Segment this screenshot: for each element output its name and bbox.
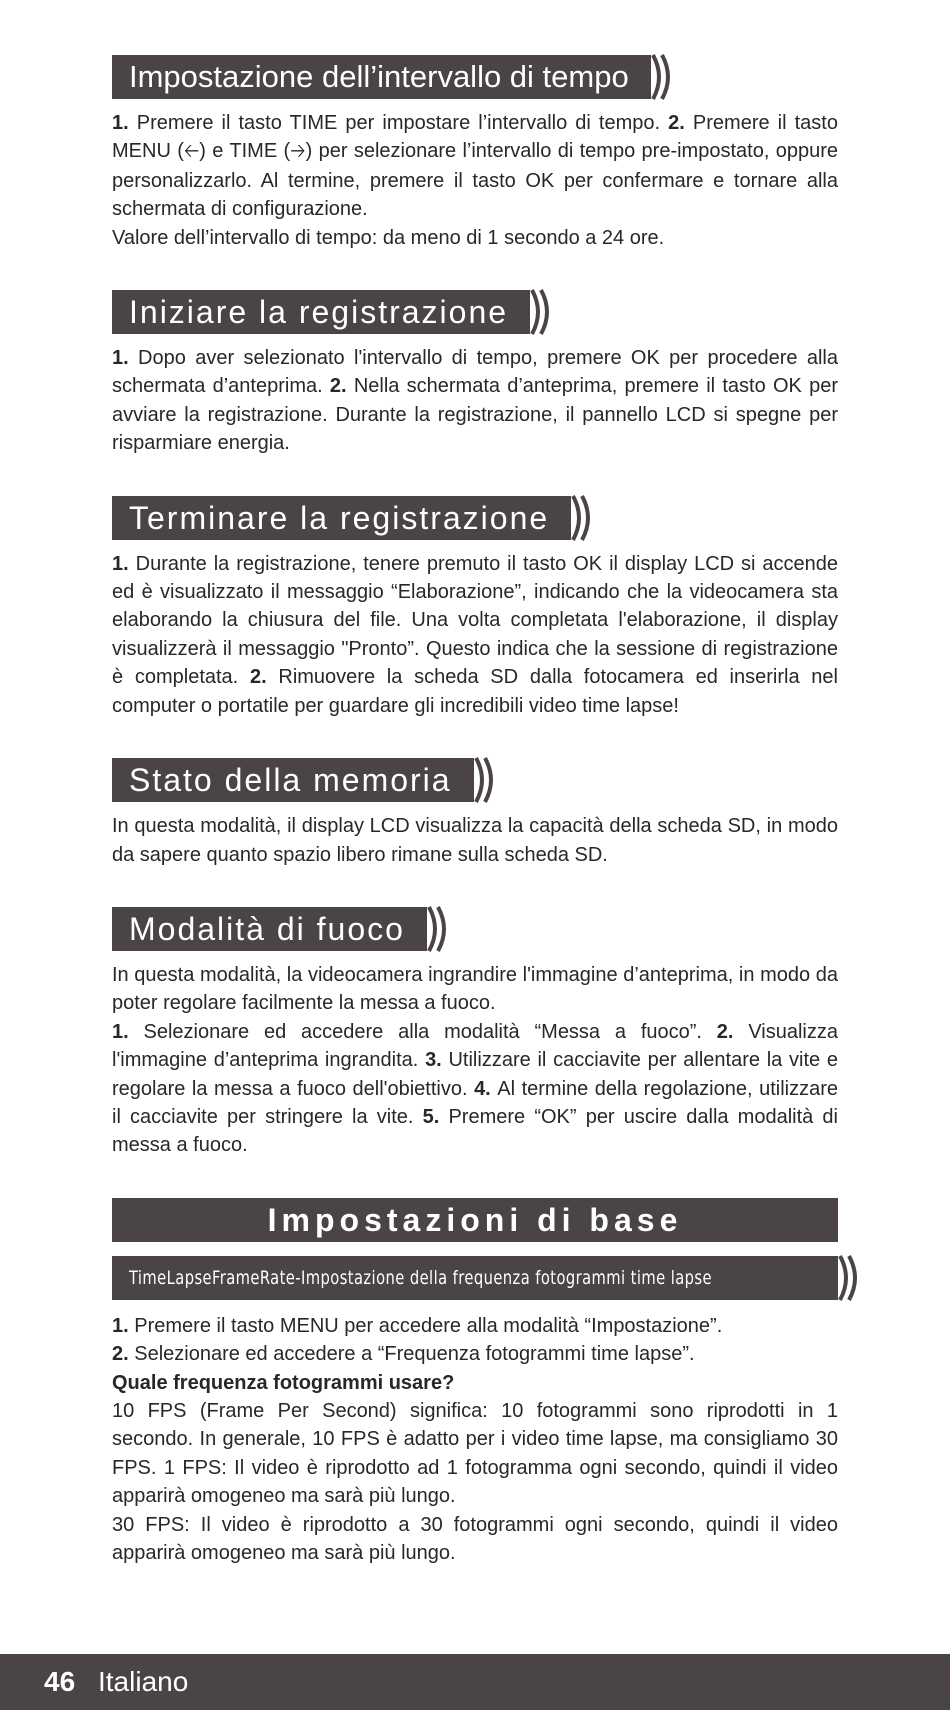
section-heading <box>112 758 474 802</box>
text-run: Selezionare ed accedere a “Frequenza fotogrammi time lapse”. <box>134 1343 695 1366</box>
section-body <box>112 344 838 458</box>
text-run: Selezionare ed accedere alla modalità “Messa a fuoco”. <box>143 1020 717 1043</box>
section-title: Terminare la registrazione <box>112 496 571 540</box>
basic-settings-banner: Impostazioni di base <box>112 1198 838 1242</box>
section-heading <box>112 55 651 99</box>
bold-text: 4. <box>474 1077 498 1100</box>
language-label: Italiano <box>98 1666 189 1697</box>
bracket-ornament-icon <box>569 494 595 542</box>
text-run: Dopo aver selezionato l'intervallo di tempo, premere OK per procedere alla schermata d’anteprima. <box>112 347 838 398</box>
section-memory-status <box>112 758 838 869</box>
section-heading <box>112 496 571 540</box>
page-footer <box>0 1654 950 1710</box>
bold-text: 1. <box>112 347 139 370</box>
text-run: Premere “OK” per uscire dalla modalità di messa a fuoco. <box>112 1105 838 1157</box>
section-body <box>112 812 838 869</box>
section-time-interval <box>112 55 838 252</box>
bracket-ornament-icon <box>836 1254 862 1302</box>
bold-text: 2. <box>112 1343 135 1366</box>
section-title: Impostazione dell’intervallo di tempo <box>112 55 651 99</box>
text-run: In questa modalità, il display LCD visualizza la capacità della scheda SD, in modo da sapere quanto spazio libero rimane sulla scheda SD. <box>112 815 838 866</box>
section-heading <box>112 290 530 334</box>
text-run: Valore dell’intervallo di tempo: da meno di 1 secondo a 24 ore. <box>112 226 665 249</box>
subsection-heading <box>112 1256 838 1300</box>
section-end-recording <box>112 496 838 720</box>
section-body <box>112 1312 838 1568</box>
text-run: 30 FPS: Il video è riprodotto a 30 fotogrammi ogni secondo, quindi il video apparirà omogeneo ma sarà più lungo. <box>112 1513 838 1564</box>
text-run: ) per selezionare l’intervallo di tempo pre-impostato, oppure personalizzarlo. Al termine, premere il tasto OK per confermare e tornare alla schermata di configurazione. <box>112 140 838 221</box>
bold-text: 1. <box>112 552 136 575</box>
section-title: Iniziare la registrazione <box>112 290 530 334</box>
bracket-ornament-icon <box>472 756 498 804</box>
bracket-ornament-icon <box>528 288 554 336</box>
page-number: 46 <box>44 1666 76 1697</box>
text-run: Premere il tasto MENU ( <box>112 112 838 163</box>
bold-text: 1. <box>112 1314 135 1337</box>
text-run: Al termine della regolazione, utilizzare il cacciavite per stringere la vite. <box>112 1077 838 1128</box>
section-heading <box>112 907 427 951</box>
text-run: Premere il tasto TIME per impostare l’intervallo di tempo. <box>136 112 669 134</box>
bold-text: 1. <box>112 112 137 134</box>
bracket-ornament-icon <box>425 905 451 953</box>
bold-text: 2. <box>716 1020 749 1043</box>
arrow-icon: 🡠 <box>183 141 200 163</box>
bold-text: 2. <box>668 112 693 134</box>
text-run: Nella schermata d’anteprima, premere il tasto OK per avviare la registrazione. Durante la registrazione, il pannello LCD si spegne per risparmiare energia. <box>112 375 838 455</box>
section-title: Stato della memoria <box>112 758 474 802</box>
bold-text: Quale frequenza fotogrammi usare? <box>112 1371 455 1394</box>
arrow-icon: 🡢 <box>290 141 306 163</box>
text-run: Rimuovere la scheda SD dalla fotocamera ed inserirla nel computer o portatile per guardare gli incredibili video time lapse! <box>112 666 838 717</box>
subsection-title: TimeLapseFrameRate-Impostazione della frequenza fotogrammi time lapse <box>112 1256 838 1300</box>
section-body <box>112 109 838 252</box>
text-run: ) e TIME ( <box>199 140 291 163</box>
bracket-ornament-icon <box>649 53 675 101</box>
section-focus-mode <box>112 907 838 1160</box>
bold-text: 3. <box>425 1049 449 1072</box>
section-body <box>112 550 838 720</box>
bold-text: 2. <box>329 375 354 398</box>
text-run: Visualizza l'immagine d’anteprima ingrandita. <box>112 1020 838 1072</box>
bold-text: 2. <box>249 666 279 689</box>
section-start-recording <box>112 290 838 458</box>
section-title: Modalità di fuoco <box>112 907 427 951</box>
section-body <box>112 961 838 1160</box>
text-run: Premere il tasto MENU per accedere alla modalità “Impostazione”. <box>134 1314 723 1337</box>
text-run: Durante la registrazione, tenere premuto il tasto OK il display LCD si accende ed è visualizzato il messaggio “Elaborazione”, indicando che la videocamera sta elaborando la chiusura del file. Una volta completata l'elaborazione, il display visualizzerà il messaggio "Pronto”. Questo indica che la sessione di registrazione è completata. <box>112 552 838 689</box>
page-content <box>112 55 838 1567</box>
text-run: 10 FPS (Frame Per Second) significa: 10 fotogrammi sono riprodotti in 1 secondo. In generale, 10 FPS è adatto per i video time lapse, ma consigliamo 30 FPS. 1 FPS: Il video è riprodotto ad 1 fotogramma ogni secondo, quindi il video apparirà omogeneo ma sarà più lungo. <box>112 1399 838 1508</box>
text-run: In questa modalità, la videocamera ingrandire l'immagine d’anteprima, in modo da poter regolare facilmente la messa a fuoco. <box>112 963 838 1015</box>
section-basic-settings <box>112 1198 838 1568</box>
text-run: Utilizzare il cacciavite per allentare la vite e regolare la messa a fuoco dell'obiettivo. <box>112 1049 838 1100</box>
bold-text: 5. <box>422 1105 449 1128</box>
bold-text: 1. <box>112 1020 144 1043</box>
